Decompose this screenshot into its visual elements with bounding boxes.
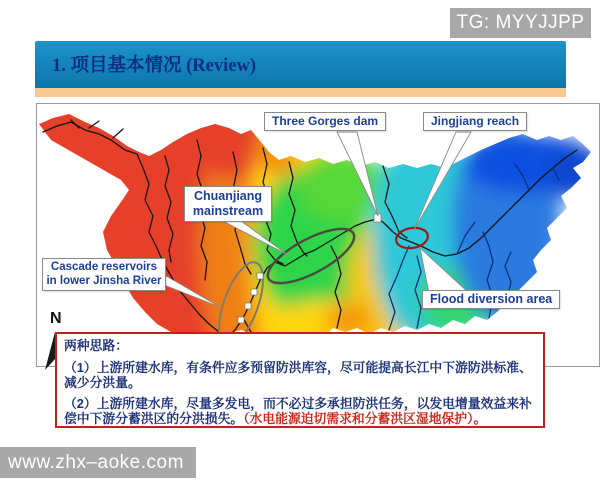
label-chuanjiang-mainstream: Chuanjiang mainstream bbox=[184, 186, 272, 222]
label-jingjiang-reach: Jingjiang reach bbox=[423, 112, 527, 131]
slide-title-bar bbox=[35, 41, 566, 89]
label-flood-diversion-area: Flood diversion area bbox=[422, 290, 560, 309]
notes-point-1: （1）上游所建水库，有条件应多预留防洪库容，尽可能提高长江中下游防洪标准、减少分洪量。 bbox=[64, 360, 532, 390]
notes-point-2-red: （水电能源迫切需求和分蓄洪区湿地保护）。 bbox=[243, 411, 487, 426]
footer-url-bar: www.zhx–aoke.com bbox=[0, 447, 196, 478]
label-three-gorges-dam: Three Gorges dam bbox=[264, 112, 386, 131]
compass-north-label: N bbox=[50, 310, 62, 327]
two-approaches-notes-box bbox=[55, 332, 545, 428]
notes-heading: 两种思路： bbox=[64, 338, 128, 353]
basin-map-svg bbox=[37, 104, 599, 366]
label-cascade-reservoirs: Cascade reservoirs in lower Jinsha River bbox=[42, 258, 166, 291]
page-title: 1. 项目基本情况 (Review) bbox=[52, 56, 256, 76]
notes-point-2 bbox=[64, 396, 537, 426]
yangtze-basin-map bbox=[36, 103, 600, 367]
notes-point-2-main: （2）上游所建水库，尽量多发电，而不必过多承担防洪任务，以发电增量效益来补偿中下游分蓄洪区的分洪损失。 bbox=[64, 396, 532, 426]
title-accent-bar bbox=[35, 88, 566, 97]
watermark-badge: TG: MYYJJPP bbox=[450, 8, 591, 38]
